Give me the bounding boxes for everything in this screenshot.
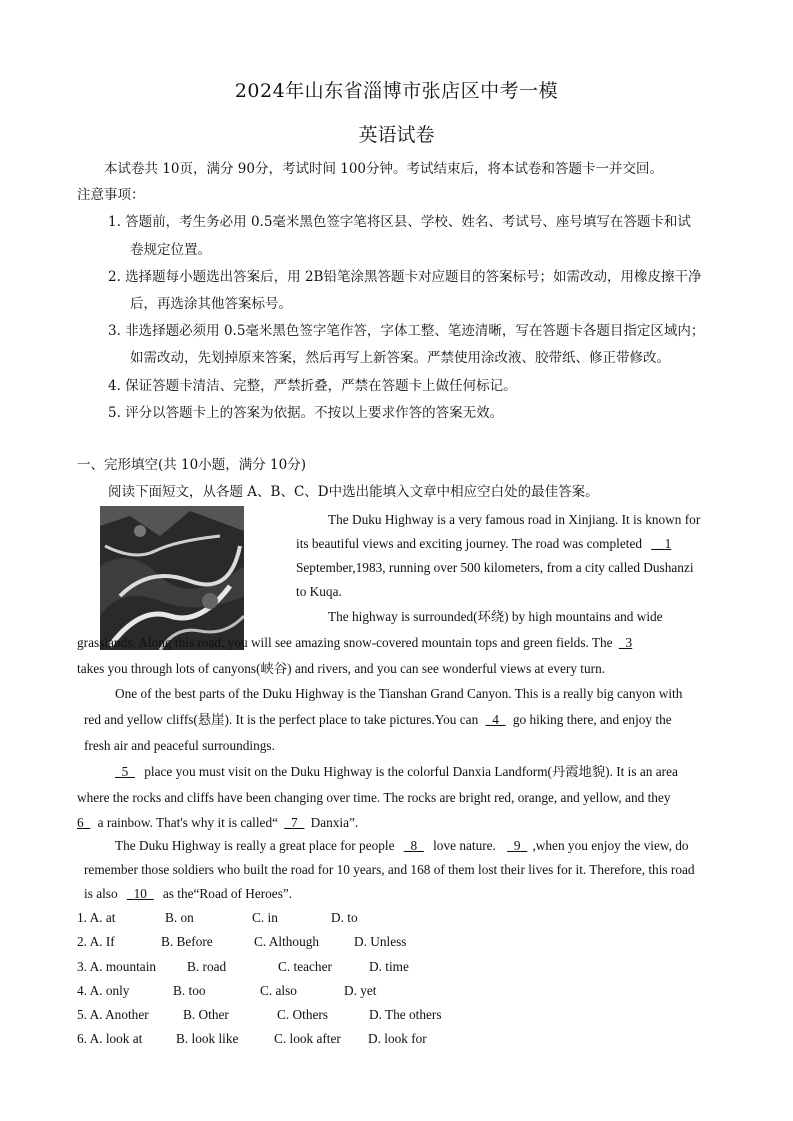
- passage-line: One of the best parts of the Duku Highway is the Tianshan Grand Canyon. This is a really big canyon with: [115, 686, 683, 701]
- passage-line: takes you through lots of canyons(峡谷) and rivers, and you can see wonderful views at every turn.: [77, 661, 606, 676]
- blank-8: _8_: [403, 838, 424, 853]
- passage-line: [296, 535, 671, 553]
- blank-3: _3: [618, 635, 633, 650]
- question-options-6: [77, 1030, 427, 1048]
- question-options-2: [77, 933, 406, 951]
- exam-intro: 本试卷共 10页，满分 90分，考试时间 100分钟。考试结束后，将本试卷和答题卡一并交回。: [104, 161, 663, 177]
- option: B. road: [187, 959, 227, 974]
- passage-line: to Kuqa.: [296, 584, 342, 599]
- passage-line: [84, 711, 672, 729]
- notice-item-2-cont: 后，再选涂其他答案标号。: [130, 296, 292, 312]
- passage-line: The Duku Highway is a very famous road in Xinjiang. It is known for: [328, 512, 701, 527]
- option: 2. A. If: [77, 934, 115, 949]
- notice-item-4: 4. 保证答题卡清洁、完整，严禁折叠，严禁在答题卡上做任何标记。: [108, 378, 517, 394]
- option: D. to: [331, 910, 358, 925]
- question-options-5: [77, 1006, 442, 1024]
- option: B. Other: [183, 1007, 229, 1022]
- option: C. in: [252, 910, 278, 925]
- passage-line: September,1983, running over 500 kilometers, from a city called Dushanzi: [296, 560, 694, 575]
- passage-line: [77, 634, 632, 652]
- option: C. Others: [277, 1007, 328, 1022]
- option: D. Unless: [354, 934, 407, 949]
- passage-text: its beautiful views and exciting journey. The road was completed: [296, 536, 642, 551]
- section-instruction: 阅读下面短文，从各题 A、B、C、D中选出能填入文章中相应空白处的最佳答案。: [108, 484, 599, 500]
- option: C. Although: [254, 934, 320, 949]
- option: D. yet: [344, 983, 377, 998]
- passage-text: red and yellow cliffs(悬崖). It is the perfect place to take pictures.You can: [84, 712, 479, 727]
- passage-line: The highway is surrounded(环绕) by high mountains and wide: [328, 609, 663, 624]
- passage-text: grasslands. Along this road, you will see amazing snow-covered mountain tops and green fields. The: [77, 635, 613, 650]
- passage-text: as the“Road of Heroes”.: [162, 886, 293, 901]
- option: 6. A. look at: [77, 1031, 143, 1046]
- blank-6: 6_: [77, 815, 91, 830]
- passage-line: where the rocks and cliffs have been changing over time. The rocks are bright red, orange, and yellow, and they: [77, 790, 671, 805]
- notice-item-3-cont: 如需改动，先划掉原来答案，然后再写上新答案。严禁使用涂改液、胶带纸、修正带修改。: [130, 350, 670, 366]
- passage-text: ,when you enjoy the view, do: [532, 838, 689, 853]
- highway-photo: [100, 506, 244, 650]
- passage-line: [77, 814, 358, 832]
- section-heading: 一、完形填空(共 10小题，满分 10分): [77, 457, 306, 473]
- option: B. look like: [176, 1031, 239, 1046]
- blank-7: _7_: [284, 815, 305, 830]
- option: B. Before: [161, 934, 213, 949]
- option: D. look for: [368, 1031, 427, 1046]
- question-options-3: [77, 958, 409, 976]
- option: C. also: [260, 983, 297, 998]
- passage-line: [115, 763, 678, 781]
- passage-text: Danxia”.: [310, 815, 359, 830]
- option: 4. A. only: [77, 983, 130, 998]
- blank-10: _10_: [126, 886, 154, 901]
- page-title: 2024年山东省淄博市张店区中考一模: [234, 80, 559, 102]
- question-options-4: [77, 982, 377, 1000]
- passage-text: go hiking there, and enjoy the: [512, 712, 672, 727]
- question-options-1: [77, 909, 358, 927]
- highway-photo-graphic: [100, 506, 244, 650]
- page-subtitle: 英语试卷: [358, 124, 435, 146]
- option: 5. A. Another: [77, 1007, 149, 1022]
- blank-9: _9_: [507, 838, 528, 853]
- notice-heading: 注意事项：: [77, 187, 145, 203]
- passage-text: love nature.: [433, 838, 496, 853]
- passage-text: The Duku Highway is really a great place for people: [115, 838, 395, 853]
- option: 1. A. at: [77, 910, 116, 925]
- passage-text: place you must visit on the Duku Highway is the colorful Danxia Landform(丹霞地貌). It is an area: [144, 764, 678, 779]
- notice-item-1-cont: 卷规定位置。: [130, 242, 211, 258]
- blank-1: __1: [651, 536, 672, 551]
- option: D. time: [369, 959, 409, 974]
- passage-line: fresh air and peaceful surroundings.: [84, 738, 275, 753]
- blank-5: _5_: [115, 764, 135, 779]
- notice-item-1: 1. 答题前，考生务必用 0.5毫米黑色签字笔将区县、学校、姓名、考试号、座号填写在答题卡和试: [108, 214, 691, 230]
- option: B. too: [173, 983, 206, 998]
- notice-item-5: 5. 评分以答题卡上的答案为依据。不按以上要求作答的答案无效。: [108, 405, 504, 421]
- passage-line: [84, 885, 292, 903]
- option: C. teacher: [278, 959, 332, 974]
- notice-item-2: 2. 选择题每小题选出答案后，用 2B铅笔涂黑答题卡对应题目的答案标号；如需改动，用橡皮擦干净: [108, 269, 702, 285]
- option: C. look after: [274, 1031, 341, 1046]
- option: D. The others: [369, 1007, 442, 1022]
- option: B. on: [165, 910, 194, 925]
- passage-text: is also: [84, 886, 118, 901]
- option: 3. A. mountain: [77, 959, 157, 974]
- passage-line: remember those soldiers who built the road for 10 years, and 168 of them lost their lives for it. Therefore, this road: [84, 862, 695, 877]
- passage-text: a rainbow. That's why it is called“: [97, 815, 279, 830]
- notice-item-3: 3. 非选择题必须用 0.5毫米黑色签字笔作答，字体工整、笔迹清晰，写在答题卡各题目指定区域内；: [108, 323, 705, 339]
- blank-4: _4_: [485, 712, 506, 727]
- passage-line: [115, 837, 689, 855]
